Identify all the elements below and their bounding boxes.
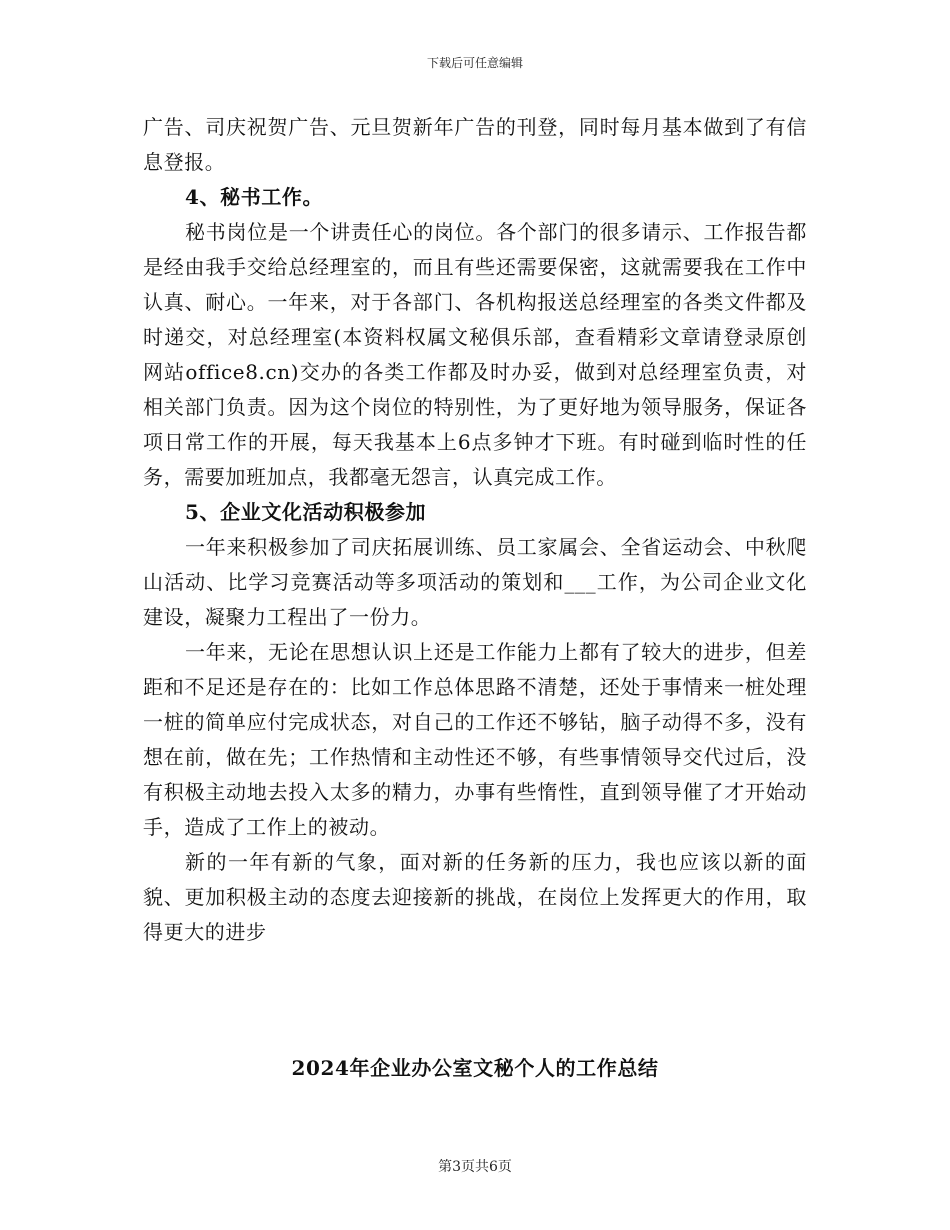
page-footer: 第3页共6页 xyxy=(438,1159,512,1175)
section-heading: 5、企业文化活动积极参加 xyxy=(185,500,427,524)
paragraph: 新的一年有新的气象，面对新的任务新的压力，我也应该以新的面貌、更加积极主动的态度去迎接新的挑战，在岗位上发挥更大的作用，取得更大的进步 xyxy=(143,850,807,944)
paragraph: 一年来积极参加了司庆拓展训练、员工家属会、全省运动会、中秋爬山活动、比学习竞赛活动等多项活动的策划和___工作，为公司企业文化建设，凝聚力工程出了一份力。 xyxy=(143,535,807,629)
document-body xyxy=(143,110,807,950)
paragraph: 秘书岗位是一个讲责任心的岗位。各个部门的很多请示、工作报告都是经由我手交给总经理室的，而且有些还需要保密，这就需要我在工作中认真、耐心。一年来，对于各部门、各机构报送总经理室的各类文件都及时递交，对总经理室(本资料权属文秘俱乐部，查看精彩文章请登录原创网站office8.cn)交办的各类工作都及时办妥，做到对总经理室负责，对相关部门负责。因为这个岗位的特别性，为了更好地为领导服务，保证各项日常工作的开展，每天我基本上6点多钟才下班。有时碰到临时性的任务，需要加班加点，我都毫无怨言，认真完成工作。 xyxy=(143,220,807,489)
document-title: 2024年企业办公室文秘个人的工作总结 xyxy=(291,1056,659,1080)
section-heading: 4、秘书工作。 xyxy=(185,185,324,209)
paragraph: 一年来，无论在思想认识上还是工作能力上都有了较大的进步，但差距和不足还是存在的：比如工作总体思路不清楚，还处于事情来一桩处理一桩的简单应付完成状态，对自己的工作还不够钻，脑子动得不多，没有想在前，做在先；工作热情和主动性还不够，有些事情领导交代过后，没有积极主动地去投入太多的精力，办事有些惰性，直到领导催了才开始动手，造成了工作上的被动。 xyxy=(143,640,807,839)
page-header: 下载后可任意编辑 xyxy=(426,56,523,70)
paragraph: 广告、司庆祝贺广告、元旦贺新年广告的刊登，同时每月基本做到了有信息登报。 xyxy=(143,115,807,174)
